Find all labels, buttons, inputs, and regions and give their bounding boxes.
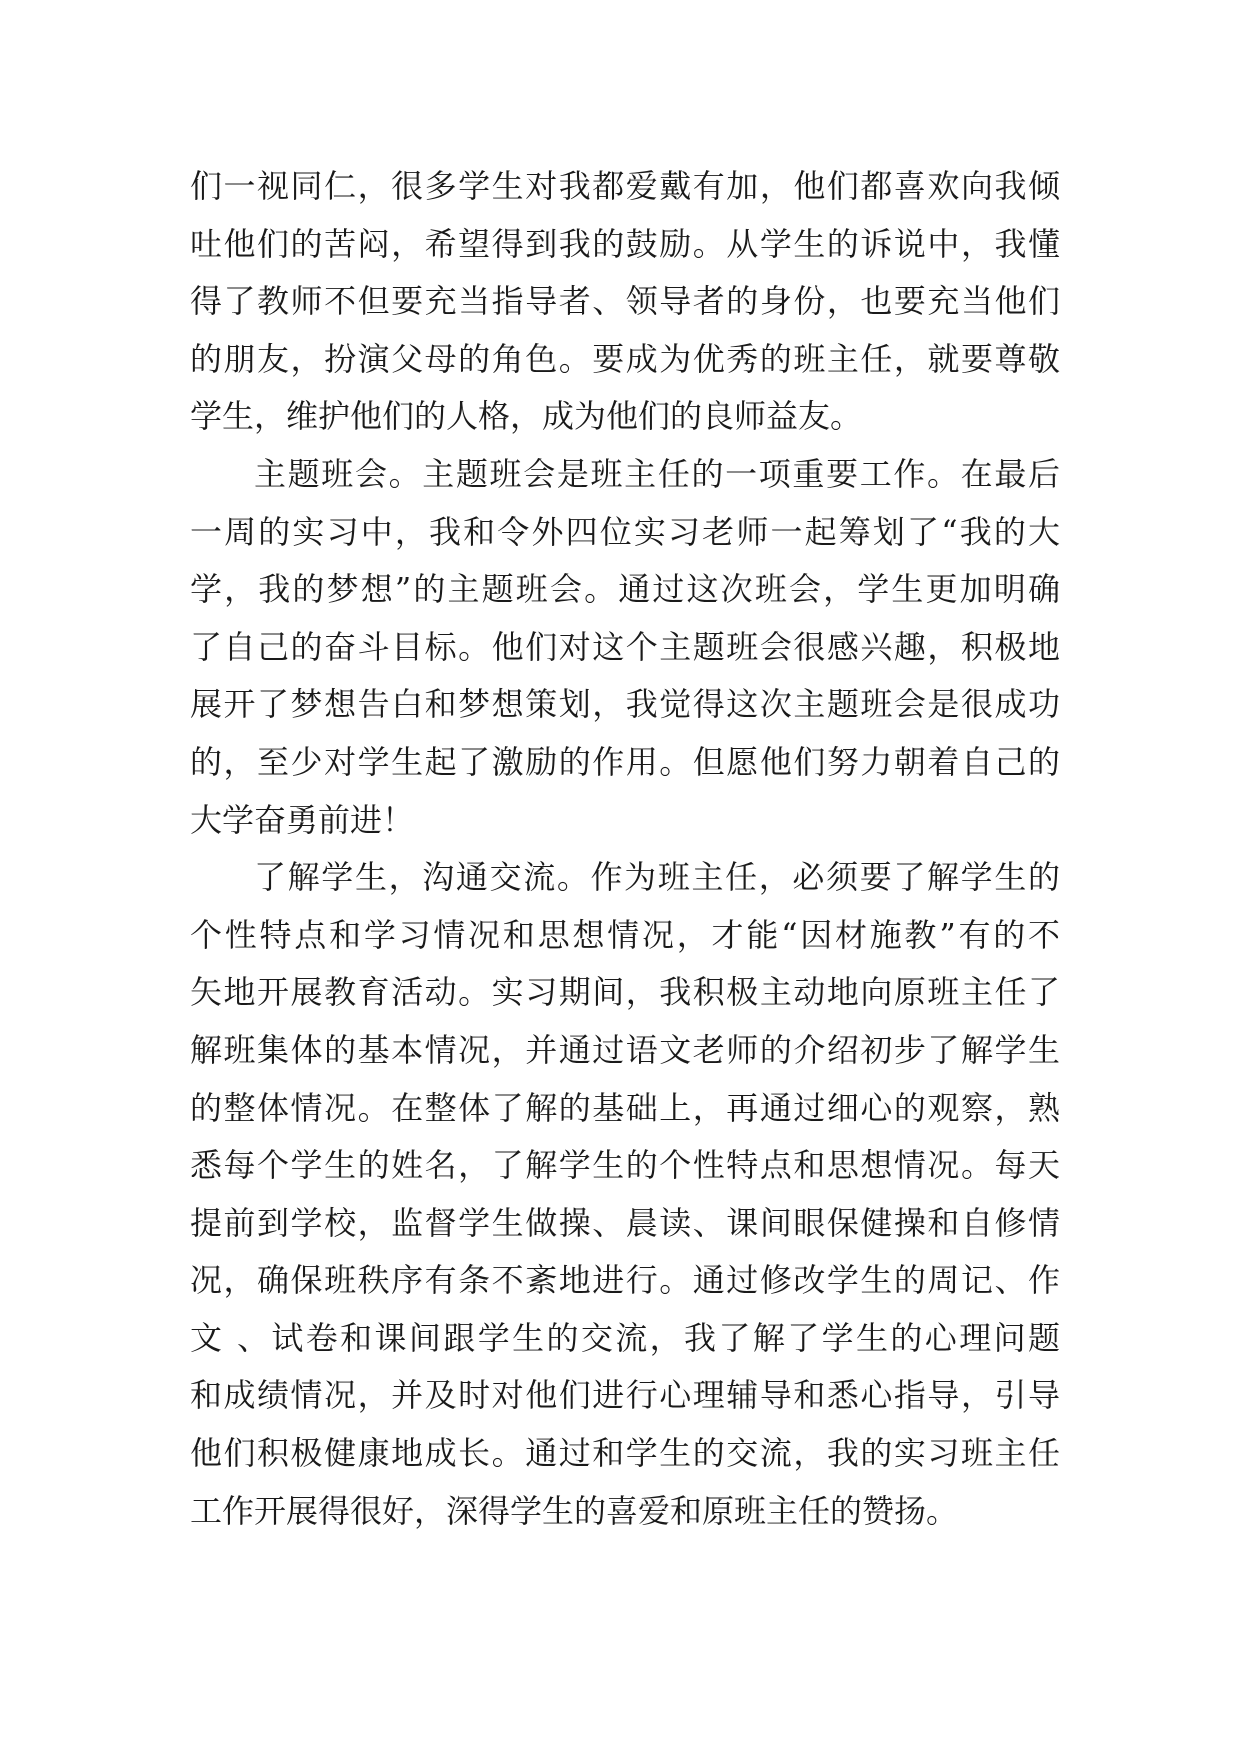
paragraph-1-line-4: 的朋友，扮演父母的角色。要成为优秀的班主任，就要尊敬 xyxy=(190,339,1060,378)
paragraph-1-line-5: 学生，维护他们的人格，成为他们的良师益友。 xyxy=(190,397,863,436)
paragraph-3-line-5: 的整体情况。在整体了解的基础上，再通过细心的观察，熟 xyxy=(190,1088,1060,1127)
paragraph-3-line-10: 和成绩情况，并及时对他们进行心理辅导和悉心指导，引导 xyxy=(190,1376,1060,1415)
body-text xyxy=(190,158,1060,1540)
paragraph-3-line-7: 提前到学校，监督学生做操、晨读、课间眼保健操和自修情 xyxy=(190,1203,1060,1242)
paragraph-3-line-4: 解班集体的基本情况，并通过语文老师的介绍初步了解学生 xyxy=(190,1030,1060,1069)
paragraph-2-line-2: 一周的实习中，我和令外四位实习老师一起筹划了“我的大 xyxy=(190,512,1060,551)
paragraph-1-line-2: 吐他们的苦闷，希望得到我的鼓励。从学生的诉说中，我懂 xyxy=(190,224,1060,263)
paragraph-2-line-5: 展开了梦想告白和梦想策划，我觉得这次主题班会是很成功 xyxy=(190,685,1060,724)
paragraph-1-line-3: 得了教师不但要充当指导者、领导者的身份，也要充当他们 xyxy=(190,282,1060,321)
paragraph-2-line-3: 学，我的梦想”的主题班会。通过这次班会，学生更加明确 xyxy=(190,570,1060,609)
paragraph-3-line-8: 况，确保班秩序有条不紊地进行。通过修改学生的周记、作 xyxy=(190,1261,1060,1300)
paragraph-2-line-4: 了自己的奋斗目标。他们对这个主题班会很感兴趣，积极地 xyxy=(190,627,1060,666)
paragraph-3-line-3: 矢地开展教育活动。实习期间，我积极主动地向原班主任了 xyxy=(190,973,1060,1012)
paragraph-3-line-11: 他们积极健康地成长。通过和学生的交流，我的实习班主任 xyxy=(190,1434,1060,1473)
paragraph-3-line-9: 文 、试卷和课间跟学生的交流，我了解了学生的心理问题 xyxy=(190,1318,1060,1357)
paragraph-2-line-7: 大学奋勇前进！ xyxy=(190,800,415,839)
paragraph-2-line-6: 的，至少对学生起了激励的作用。但愿他们努力朝着自己的 xyxy=(190,742,1060,781)
paragraph-3-line-6: 悉每个学生的姓名，了解学生的个性特点和思想情况。每天 xyxy=(190,1146,1060,1185)
paragraph-3-line-1: 了解学生，沟通交流。作为班主任，必须要了解学生的 xyxy=(254,858,1060,897)
paragraph-2-line-1: 主题班会。主题班会是班主任的一项重要工作。在最后 xyxy=(254,454,1060,493)
paragraph-3-line-12: 工作开展得很好，深得学生的喜爱和原班主任的赞扬。 xyxy=(190,1491,959,1530)
paragraph-1-line-1: 们一视同仁，很多学生对我都爱戴有加，他们都喜欢向我倾 xyxy=(190,167,1060,205)
paragraph-3-line-2: 个性特点和学习情况和思想情况，才能“因材施教”有的不 xyxy=(190,915,1060,954)
